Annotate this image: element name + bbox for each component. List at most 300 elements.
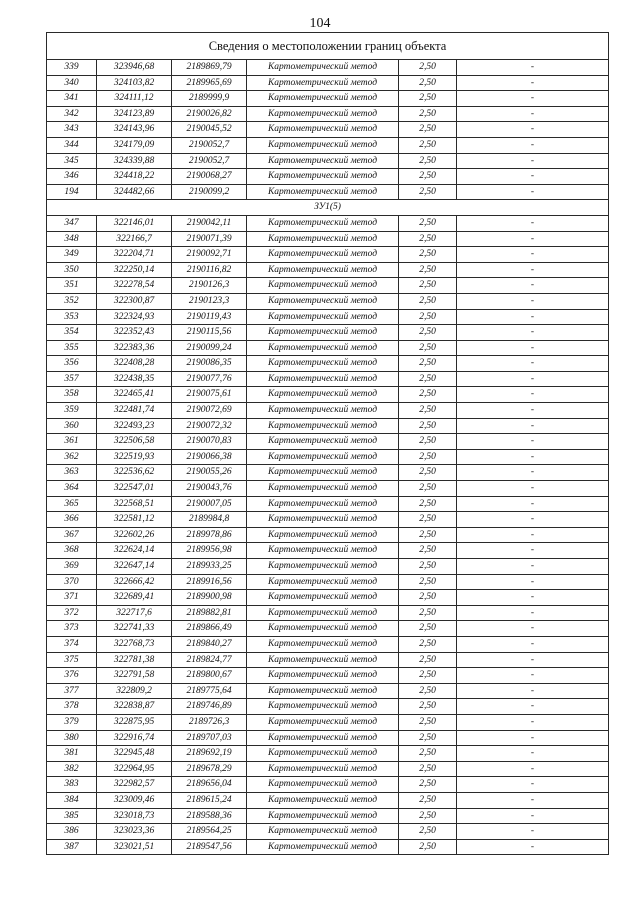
coord-y-cell: 2189588,36 xyxy=(172,808,247,824)
description-cell: - xyxy=(457,824,609,840)
accuracy-cell: 2,50 xyxy=(399,278,457,294)
table-row xyxy=(47,746,609,762)
table-row xyxy=(47,434,609,450)
accuracy-cell: 2,50 xyxy=(399,153,457,169)
coord-y-cell: 2189984,8 xyxy=(172,512,247,528)
coord-x-cell: 324482,66 xyxy=(97,184,172,200)
method-cell: Картометрический метод xyxy=(247,792,399,808)
description-cell: - xyxy=(457,278,609,294)
accuracy-cell: 2,50 xyxy=(399,792,457,808)
coord-x-cell: 322689,41 xyxy=(97,590,172,606)
coord-y-cell: 2190116,82 xyxy=(172,262,247,278)
description-cell: - xyxy=(457,839,609,855)
description-cell: - xyxy=(457,714,609,730)
method-cell: Картометрический метод xyxy=(247,652,399,668)
coord-x-cell: 324103,82 xyxy=(97,75,172,91)
method-cell: Картометрический метод xyxy=(247,621,399,637)
description-cell: - xyxy=(457,91,609,107)
table-row xyxy=(47,808,609,824)
point-number-cell: 360 xyxy=(47,418,97,434)
description-cell: - xyxy=(457,636,609,652)
table-row xyxy=(47,730,609,746)
coord-y-cell: 2190072,69 xyxy=(172,403,247,419)
method-cell: Картометрический метод xyxy=(247,340,399,356)
coord-x-cell: 322146,01 xyxy=(97,215,172,231)
coord-y-cell: 2189824,77 xyxy=(172,652,247,668)
point-number-cell: 382 xyxy=(47,761,97,777)
coord-y-cell: 2189775,64 xyxy=(172,683,247,699)
accuracy-cell: 2,50 xyxy=(399,169,457,185)
point-number-cell: 368 xyxy=(47,543,97,559)
accuracy-cell: 2,50 xyxy=(399,714,457,730)
method-cell: Картометрический метод xyxy=(247,730,399,746)
point-number-cell: 352 xyxy=(47,293,97,309)
method-cell: Картометрический метод xyxy=(247,137,399,153)
section-row xyxy=(47,200,609,216)
coord-x-cell: 322791,58 xyxy=(97,668,172,684)
table-row xyxy=(47,824,609,840)
table-row xyxy=(47,137,609,153)
table-row xyxy=(47,449,609,465)
table-row xyxy=(47,418,609,434)
coord-y-cell: 2189726,3 xyxy=(172,714,247,730)
method-cell: Картометрический метод xyxy=(247,824,399,840)
accuracy-cell: 2,50 xyxy=(399,824,457,840)
coord-y-cell: 2189615,24 xyxy=(172,792,247,808)
method-cell: Картометрический метод xyxy=(247,387,399,403)
table-row xyxy=(47,792,609,808)
method-cell: Картометрический метод xyxy=(247,527,399,543)
point-number-cell: 346 xyxy=(47,169,97,185)
table-row xyxy=(47,309,609,325)
accuracy-cell: 2,50 xyxy=(399,403,457,419)
coord-x-cell: 322278,54 xyxy=(97,278,172,294)
description-cell: - xyxy=(457,247,609,263)
coord-y-cell: 2190086,35 xyxy=(172,356,247,372)
coord-y-cell: 2189869,79 xyxy=(172,60,247,76)
point-number-cell: 359 xyxy=(47,403,97,419)
coord-x-cell: 322875,95 xyxy=(97,714,172,730)
accuracy-cell: 2,50 xyxy=(399,683,457,699)
point-number-cell: 378 xyxy=(47,699,97,715)
table-row xyxy=(47,215,609,231)
description-cell: - xyxy=(457,465,609,481)
point-number-cell: 341 xyxy=(47,91,97,107)
coord-y-cell: 2190115,56 xyxy=(172,325,247,341)
coord-y-cell: 2189866,49 xyxy=(172,621,247,637)
table-row xyxy=(47,325,609,341)
description-cell: - xyxy=(457,683,609,699)
point-number-cell: 344 xyxy=(47,137,97,153)
description-cell: - xyxy=(457,559,609,575)
point-number-cell: 350 xyxy=(47,262,97,278)
coord-x-cell: 322408,28 xyxy=(97,356,172,372)
method-cell: Картометрический метод xyxy=(247,714,399,730)
description-cell: - xyxy=(457,371,609,387)
accuracy-cell: 2,50 xyxy=(399,839,457,855)
method-cell: Картометрический метод xyxy=(247,512,399,528)
table-row xyxy=(47,714,609,730)
coord-x-cell: 322536,62 xyxy=(97,465,172,481)
method-cell: Картометрический метод xyxy=(247,668,399,684)
coord-x-cell: 324143,96 xyxy=(97,122,172,138)
coord-y-cell: 2189656,04 xyxy=(172,777,247,793)
coord-x-cell: 322438,35 xyxy=(97,371,172,387)
method-cell: Картометрический метод xyxy=(247,153,399,169)
coord-x-cell: 322666,42 xyxy=(97,574,172,590)
accuracy-cell: 2,50 xyxy=(399,636,457,652)
accuracy-cell: 2,50 xyxy=(399,91,457,107)
description-cell: - xyxy=(457,262,609,278)
accuracy-cell: 2,50 xyxy=(399,137,457,153)
coord-y-cell: 2189840,27 xyxy=(172,636,247,652)
method-cell: Картометрический метод xyxy=(247,590,399,606)
coord-x-cell: 322768,73 xyxy=(97,636,172,652)
coord-y-cell: 2190072,32 xyxy=(172,418,247,434)
method-cell: Картометрический метод xyxy=(247,293,399,309)
table-row xyxy=(47,371,609,387)
coord-y-cell: 2190123,3 xyxy=(172,293,247,309)
point-number-cell: 362 xyxy=(47,449,97,465)
description-cell: - xyxy=(457,309,609,325)
accuracy-cell: 2,50 xyxy=(399,262,457,278)
description-cell: - xyxy=(457,184,609,200)
description-cell: - xyxy=(457,543,609,559)
coord-y-cell: 2190052,7 xyxy=(172,137,247,153)
point-number-cell: 358 xyxy=(47,387,97,403)
description-cell: - xyxy=(457,169,609,185)
coord-y-cell: 2190066,38 xyxy=(172,449,247,465)
point-number-cell: 340 xyxy=(47,75,97,91)
point-number-cell: 381 xyxy=(47,746,97,762)
method-cell: Картометрический метод xyxy=(247,122,399,138)
coord-x-cell: 322945,48 xyxy=(97,746,172,762)
method-cell: Картометрический метод xyxy=(247,761,399,777)
accuracy-cell: 2,50 xyxy=(399,325,457,341)
table-row xyxy=(47,683,609,699)
accuracy-cell: 2,50 xyxy=(399,730,457,746)
coord-y-cell: 2190068,27 xyxy=(172,169,247,185)
coord-y-cell: 2190070,83 xyxy=(172,434,247,450)
coord-y-cell: 2190071,39 xyxy=(172,231,247,247)
accuracy-cell: 2,50 xyxy=(399,293,457,309)
coord-y-cell: 2190075,61 xyxy=(172,387,247,403)
coord-x-cell: 322465,41 xyxy=(97,387,172,403)
coord-y-cell: 2189882,81 xyxy=(172,605,247,621)
coord-x-cell: 324123,89 xyxy=(97,106,172,122)
point-number-cell: 377 xyxy=(47,683,97,699)
table-row xyxy=(47,169,609,185)
point-number-cell: 375 xyxy=(47,652,97,668)
point-number-cell: 345 xyxy=(47,153,97,169)
table-row xyxy=(47,512,609,528)
table-row xyxy=(47,652,609,668)
table-row xyxy=(47,777,609,793)
coord-y-cell: 2190119,43 xyxy=(172,309,247,325)
point-number-cell: 347 xyxy=(47,215,97,231)
point-number-cell: 386 xyxy=(47,824,97,840)
accuracy-cell: 2,50 xyxy=(399,652,457,668)
coord-y-cell: 2189916,56 xyxy=(172,574,247,590)
accuracy-cell: 2,50 xyxy=(399,184,457,200)
point-number-cell: 194 xyxy=(47,184,97,200)
description-cell: - xyxy=(457,605,609,621)
coord-y-cell: 2189746,89 xyxy=(172,699,247,715)
coord-y-cell: 2190026,82 xyxy=(172,106,247,122)
point-number-cell: 380 xyxy=(47,730,97,746)
coord-y-cell: 2190126,3 xyxy=(172,278,247,294)
coord-y-cell: 2190007,05 xyxy=(172,496,247,512)
point-number-cell: 369 xyxy=(47,559,97,575)
description-cell: - xyxy=(457,403,609,419)
coord-x-cell: 322581,12 xyxy=(97,512,172,528)
point-number-cell: 357 xyxy=(47,371,97,387)
coord-x-cell: 322506,58 xyxy=(97,434,172,450)
method-cell: Картометрический метод xyxy=(247,60,399,76)
table-row xyxy=(47,340,609,356)
method-cell: Картометрический метод xyxy=(247,215,399,231)
coord-x-cell: 322916,74 xyxy=(97,730,172,746)
accuracy-cell: 2,50 xyxy=(399,777,457,793)
description-cell: - xyxy=(457,215,609,231)
method-cell: Картометрический метод xyxy=(247,184,399,200)
method-cell: Картометрический метод xyxy=(247,278,399,294)
description-cell: - xyxy=(457,761,609,777)
coord-x-cell: 324179,09 xyxy=(97,137,172,153)
description-cell: - xyxy=(457,387,609,403)
method-cell: Картометрический метод xyxy=(247,169,399,185)
coord-y-cell: 2189900,98 xyxy=(172,590,247,606)
table-row xyxy=(47,574,609,590)
point-number-cell: 356 xyxy=(47,356,97,372)
point-number-cell: 376 xyxy=(47,668,97,684)
point-number-cell: 383 xyxy=(47,777,97,793)
coord-x-cell: 323023,36 xyxy=(97,824,172,840)
coord-y-cell: 2189692,19 xyxy=(172,746,247,762)
table-row xyxy=(47,559,609,575)
coord-y-cell: 2189999,9 xyxy=(172,91,247,107)
accuracy-cell: 2,50 xyxy=(399,434,457,450)
coord-y-cell: 2190092,71 xyxy=(172,247,247,263)
accuracy-cell: 2,50 xyxy=(399,559,457,575)
point-number-cell: 367 xyxy=(47,527,97,543)
method-cell: Картометрический метод xyxy=(247,262,399,278)
table-row xyxy=(47,621,609,637)
coord-x-cell: 322741,33 xyxy=(97,621,172,637)
coord-y-cell: 2190043,76 xyxy=(172,481,247,497)
accuracy-cell: 2,50 xyxy=(399,699,457,715)
method-cell: Картометрический метод xyxy=(247,574,399,590)
point-number-cell: 361 xyxy=(47,434,97,450)
coord-x-cell: 323009,46 xyxy=(97,792,172,808)
point-number-cell: 371 xyxy=(47,590,97,606)
boundary-coordinates-table xyxy=(46,32,609,855)
coord-x-cell: 322204,71 xyxy=(97,247,172,263)
coord-y-cell: 2190077,76 xyxy=(172,371,247,387)
method-cell: Картометрический метод xyxy=(247,605,399,621)
point-number-cell: 364 xyxy=(47,481,97,497)
coord-y-cell: 2189800,67 xyxy=(172,668,247,684)
table-row xyxy=(47,761,609,777)
point-number-cell: 351 xyxy=(47,278,97,294)
method-cell: Картометрический метод xyxy=(247,418,399,434)
description-cell: - xyxy=(457,137,609,153)
coord-y-cell: 2190099,24 xyxy=(172,340,247,356)
method-cell: Картометрический метод xyxy=(247,371,399,387)
table-row xyxy=(47,403,609,419)
point-number-cell: 363 xyxy=(47,465,97,481)
point-number-cell: 343 xyxy=(47,122,97,138)
table-title-row xyxy=(47,33,609,60)
coord-x-cell: 322519,93 xyxy=(97,449,172,465)
coord-x-cell: 322481,74 xyxy=(97,403,172,419)
accuracy-cell: 2,50 xyxy=(399,231,457,247)
coord-y-cell: 2189547,56 xyxy=(172,839,247,855)
accuracy-cell: 2,50 xyxy=(399,356,457,372)
description-cell: - xyxy=(457,621,609,637)
point-number-cell: 355 xyxy=(47,340,97,356)
coord-y-cell: 2190055,26 xyxy=(172,465,247,481)
coord-x-cell: 322717,6 xyxy=(97,605,172,621)
table-row xyxy=(47,293,609,309)
description-cell: - xyxy=(457,75,609,91)
description-cell: - xyxy=(457,699,609,715)
point-number-cell: 370 xyxy=(47,574,97,590)
table-row xyxy=(47,481,609,497)
description-cell: - xyxy=(457,808,609,824)
method-cell: Картометрический метод xyxy=(247,496,399,512)
accuracy-cell: 2,50 xyxy=(399,512,457,528)
method-cell: Картометрический метод xyxy=(247,309,399,325)
method-cell: Картометрический метод xyxy=(247,683,399,699)
coord-x-cell: 322383,36 xyxy=(97,340,172,356)
coord-y-cell: 2189933,25 xyxy=(172,559,247,575)
coord-x-cell: 322781,38 xyxy=(97,652,172,668)
table-row xyxy=(47,122,609,138)
table-title: Сведения о местоположении границ объекта xyxy=(47,33,609,60)
accuracy-cell: 2,50 xyxy=(399,761,457,777)
coord-y-cell: 2190045,52 xyxy=(172,122,247,138)
table-row xyxy=(47,278,609,294)
method-cell: Картометрический метод xyxy=(247,699,399,715)
table-row xyxy=(47,356,609,372)
point-number-cell: 342 xyxy=(47,106,97,122)
method-cell: Картометрический метод xyxy=(247,231,399,247)
method-cell: Картометрический метод xyxy=(247,106,399,122)
method-cell: Картометрический метод xyxy=(247,808,399,824)
coord-x-cell: 323021,51 xyxy=(97,839,172,855)
point-number-cell: 384 xyxy=(47,792,97,808)
accuracy-cell: 2,50 xyxy=(399,449,457,465)
accuracy-cell: 2,50 xyxy=(399,481,457,497)
accuracy-cell: 2,50 xyxy=(399,590,457,606)
method-cell: Картометрический метод xyxy=(247,75,399,91)
description-cell: - xyxy=(457,418,609,434)
method-cell: Картометрический метод xyxy=(247,356,399,372)
coord-x-cell: 322568,51 xyxy=(97,496,172,512)
method-cell: Картометрический метод xyxy=(247,465,399,481)
description-cell: - xyxy=(457,434,609,450)
accuracy-cell: 2,50 xyxy=(399,465,457,481)
description-cell: - xyxy=(457,512,609,528)
description-cell: - xyxy=(457,60,609,76)
method-cell: Картометрический метод xyxy=(247,325,399,341)
description-cell: - xyxy=(457,122,609,138)
table-row xyxy=(47,184,609,200)
table-row xyxy=(47,636,609,652)
accuracy-cell: 2,50 xyxy=(399,527,457,543)
method-cell: Картометрический метод xyxy=(247,434,399,450)
coord-y-cell: 2190099,2 xyxy=(172,184,247,200)
coord-x-cell: 324418,22 xyxy=(97,169,172,185)
table-row xyxy=(47,668,609,684)
table-row xyxy=(47,153,609,169)
table-row xyxy=(47,91,609,107)
method-cell: Картометрический метод xyxy=(247,636,399,652)
table-row xyxy=(47,75,609,91)
description-cell: - xyxy=(457,777,609,793)
point-number-cell: 339 xyxy=(47,60,97,76)
accuracy-cell: 2,50 xyxy=(399,122,457,138)
coord-x-cell: 322300,87 xyxy=(97,293,172,309)
coord-x-cell: 322352,43 xyxy=(97,325,172,341)
table-row xyxy=(47,496,609,512)
coord-x-cell: 322166,7 xyxy=(97,231,172,247)
coord-x-cell: 322602,26 xyxy=(97,527,172,543)
point-number-cell: 353 xyxy=(47,309,97,325)
point-number-cell: 366 xyxy=(47,512,97,528)
description-cell: - xyxy=(457,590,609,606)
table-row xyxy=(47,699,609,715)
table-row xyxy=(47,247,609,263)
description-cell: - xyxy=(457,153,609,169)
coord-y-cell: 2190042,11 xyxy=(172,215,247,231)
table-row xyxy=(47,262,609,278)
description-cell: - xyxy=(457,730,609,746)
point-number-cell: 348 xyxy=(47,231,97,247)
accuracy-cell: 2,50 xyxy=(399,340,457,356)
description-cell: - xyxy=(457,652,609,668)
table-row xyxy=(47,527,609,543)
coord-x-cell: 322547,01 xyxy=(97,481,172,497)
coord-y-cell: 2189978,86 xyxy=(172,527,247,543)
accuracy-cell: 2,50 xyxy=(399,808,457,824)
coord-x-cell: 322493,23 xyxy=(97,418,172,434)
description-cell: - xyxy=(457,293,609,309)
accuracy-cell: 2,50 xyxy=(399,106,457,122)
description-cell: - xyxy=(457,527,609,543)
section-label: ЗУ1(5) xyxy=(47,200,609,216)
table-row xyxy=(47,543,609,559)
description-cell: - xyxy=(457,106,609,122)
point-number-cell: 349 xyxy=(47,247,97,263)
point-number-cell: 387 xyxy=(47,839,97,855)
coord-x-cell: 322964,95 xyxy=(97,761,172,777)
point-number-cell: 372 xyxy=(47,605,97,621)
method-cell: Картометрический метод xyxy=(247,247,399,263)
description-cell: - xyxy=(457,746,609,762)
coord-x-cell: 322250,14 xyxy=(97,262,172,278)
table-row xyxy=(47,387,609,403)
coord-x-cell: 324111,12 xyxy=(97,91,172,107)
method-cell: Картометрический метод xyxy=(247,777,399,793)
method-cell: Картометрический метод xyxy=(247,839,399,855)
point-number-cell: 374 xyxy=(47,636,97,652)
point-number-cell: 373 xyxy=(47,621,97,637)
coord-x-cell: 324339,88 xyxy=(97,153,172,169)
description-cell: - xyxy=(457,356,609,372)
method-cell: Картометрический метод xyxy=(247,91,399,107)
